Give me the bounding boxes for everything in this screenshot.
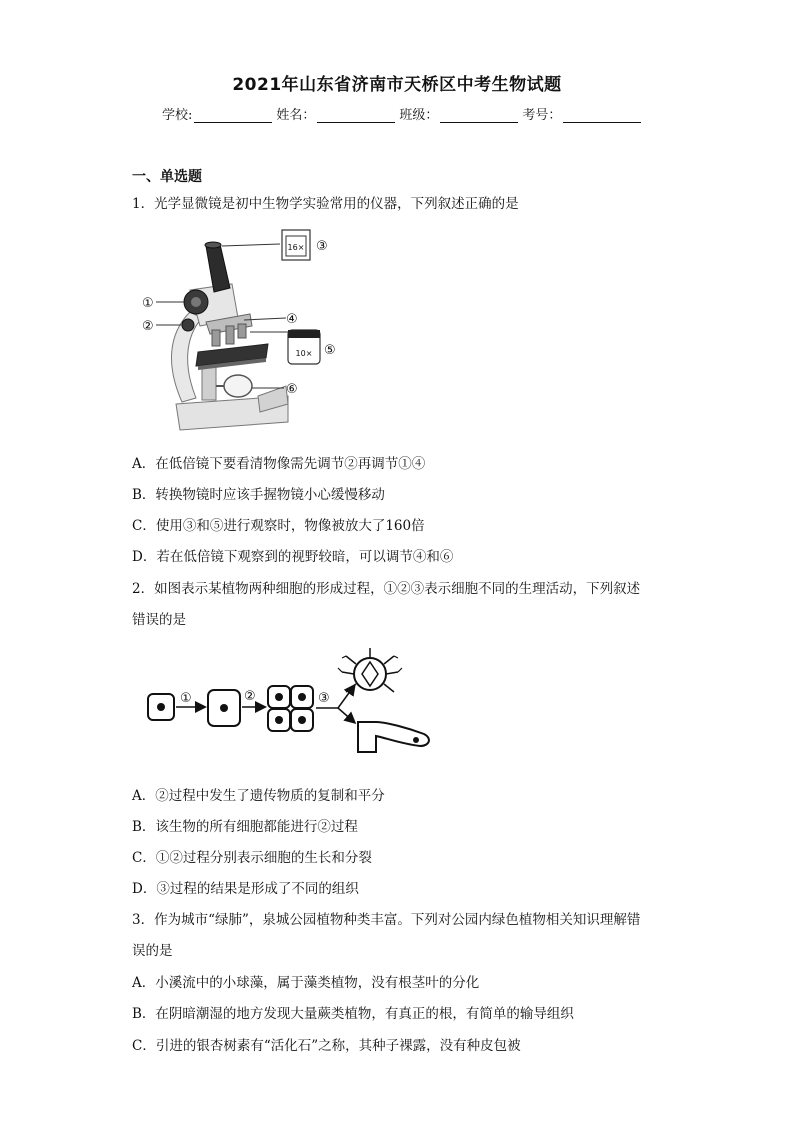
q1-option-d[interactable]: D．若在低倍镜下观察到的视野较暗，可以调节④和⑥ <box>132 549 454 565</box>
eyepiece-tube <box>206 244 230 292</box>
q3-option-a[interactable]: A．小溪流中的小球藻，属于藻类植物，没有根茎叶的分化 <box>132 975 480 991</box>
objective-mark: 10× <box>295 349 313 358</box>
label-2: ② <box>142 319 154 334</box>
eyepiece-mark: 16× <box>287 243 305 252</box>
q2-option-a[interactable]: A．②过程中发生了遗传物质的复制和平分 <box>132 788 385 804</box>
label-5: ⑤ <box>324 343 336 358</box>
q3-option-b[interactable]: B．在阴暗潮湿的地方发现大量蕨类植物，有真正的根，有简单的输导组织 <box>132 1006 574 1022</box>
cell-formation-figure <box>140 648 440 762</box>
q3-stem-line2: 误的是 <box>132 943 173 959</box>
section-heading: 一、单选题 <box>132 169 202 185</box>
label-6: ⑥ <box>286 382 298 397</box>
q1-option-b[interactable]: B．转换物镜时应该手握物镜小心缓慢移动 <box>132 487 385 503</box>
microscope-figure <box>138 226 350 440</box>
reflector-mirror <box>224 375 252 397</box>
number-label: 考号： <box>522 108 562 123</box>
number-blank[interactable] <box>563 108 641 123</box>
q2-stem-line2: 错误的是 <box>132 612 186 628</box>
label-1: ① <box>142 296 154 311</box>
label-4: ④ <box>286 312 298 327</box>
fine-focus-knob <box>182 319 194 331</box>
label-3: ③ <box>316 239 328 254</box>
process-label-3: ③ <box>318 691 330 706</box>
microscope-pillar <box>202 366 216 400</box>
class-blank[interactable] <box>440 108 518 123</box>
q2-option-b[interactable]: B．该生物的所有细胞都能进行②过程 <box>132 819 358 835</box>
q1-option-a[interactable]: A．在低倍镜下要看清物像需先调节②再调节①④ <box>132 456 426 472</box>
differentiated-cell-elongated <box>358 722 429 752</box>
q3-stem-line1: 3．作为城市“绿肺”，泉城公园植物种类丰富。下列对公园内绿色植物相关知识理解错 <box>132 912 641 928</box>
school-label: 学校: <box>162 108 193 123</box>
q2-option-c[interactable]: C．①②过程分别表示细胞的生长和分裂 <box>132 850 372 866</box>
class-label: 班级： <box>399 108 439 123</box>
q1-stem: 1．光学显微镜是初中生物学实验常用的仪器，下列叙述正确的是 <box>132 196 519 212</box>
page-title: 2021年山东省济南市天桥区中考生物试题 <box>232 75 562 95</box>
q1-option-c[interactable]: C．使用③和⑤进行观察时，物像被放大了160倍 <box>132 518 425 534</box>
name-blank[interactable] <box>317 108 395 123</box>
name-label: 姓名： <box>276 108 316 123</box>
process-label-1: ① <box>180 691 192 706</box>
q3-option-c[interactable]: C．引进的银杏树素有“活化石”之称，其种子裸露，没有种皮包被 <box>132 1038 521 1054</box>
q2-stem-line1: 2．如图表示某植物两种细胞的形成过程，①②③表示细胞不同的生理活动，下列叙述 <box>132 581 641 597</box>
process-label-2: ② <box>244 689 256 704</box>
student-info-row <box>162 104 645 123</box>
q2-option-d[interactable]: D．③过程的结果是形成了不同的组织 <box>132 881 359 897</box>
school-blank[interactable] <box>194 108 272 123</box>
differentiated-cell-star <box>338 648 402 692</box>
